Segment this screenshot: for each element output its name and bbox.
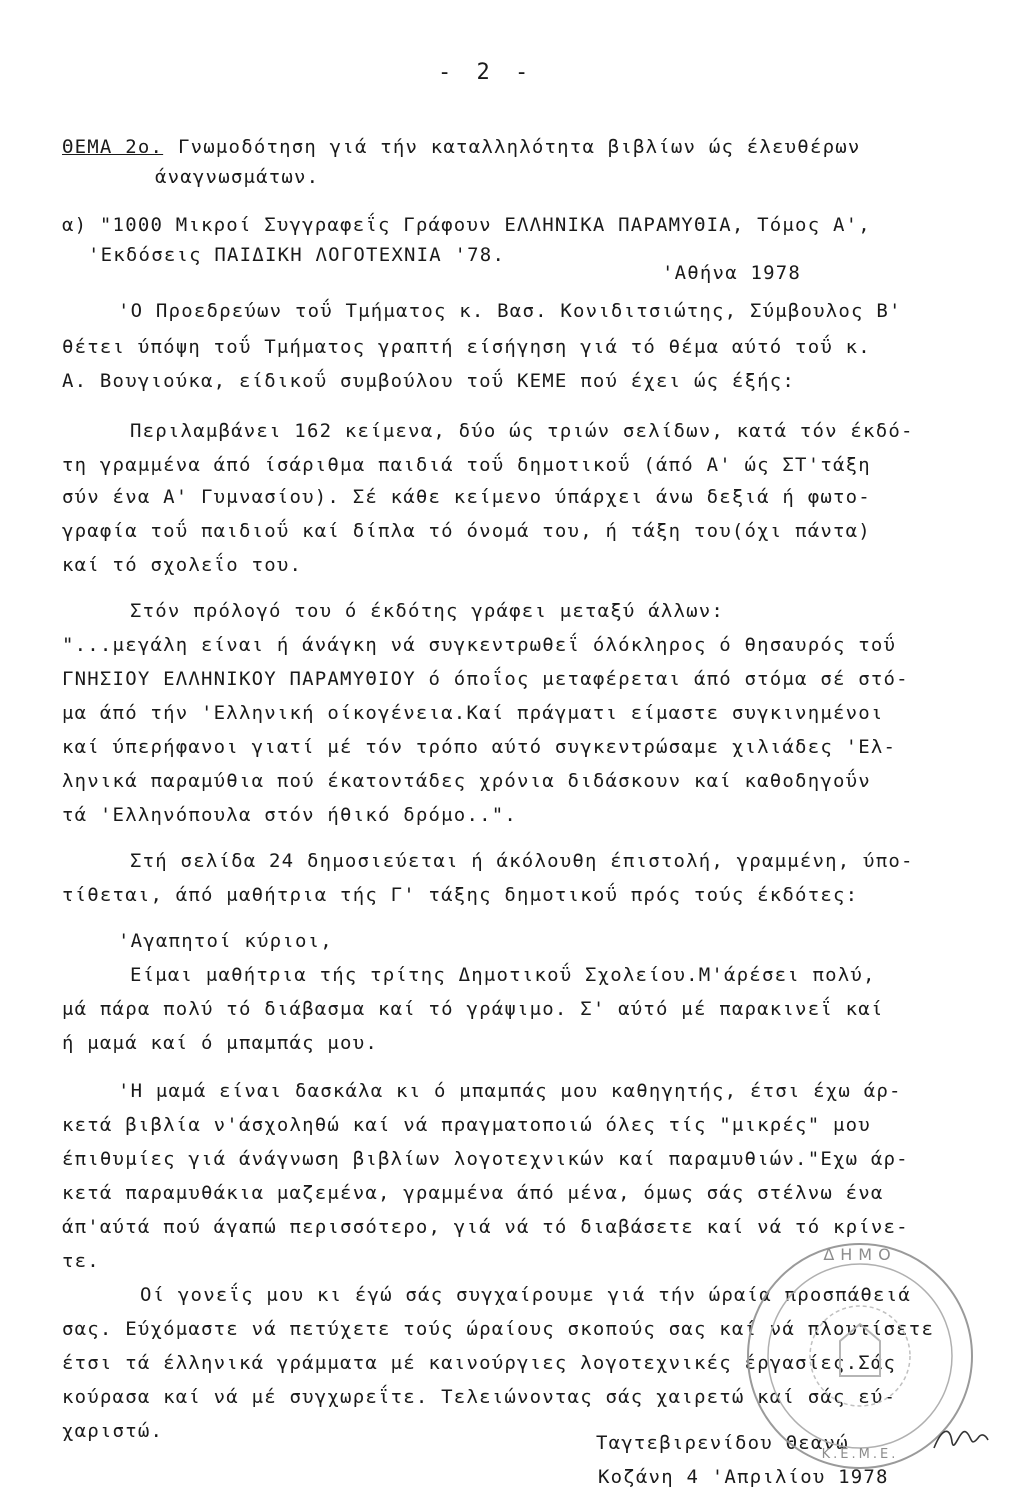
item-a-line-3: 'Αθήνα 1978 bbox=[662, 262, 802, 284]
text-line: κούρασα καί νά μέ συγχωρεΐτε. Τελειώνοντας σάς χαιρετώ καί σάς εύ- bbox=[62, 1386, 897, 1408]
text-line: χαριστώ. bbox=[62, 1420, 164, 1442]
text-line: Είμαι μαθήτρια τής τρίτης Δημοτικοΰ Σχολείου.Μ'άρέσει πολύ, bbox=[130, 964, 876, 986]
signature-name: Ταγτεβιρενίδου Θεανώ bbox=[596, 1432, 849, 1454]
text-line: "...μεγάλη είναι ή άνάγκη νά συγκεντρωθεΐ όλόκληρος ό θησαυρός τοΰ bbox=[62, 634, 897, 656]
text-line: τά 'Ελληνόπουλα στόν ήθικό δρόμο..". bbox=[62, 804, 518, 826]
text-line: τη γραμμένα άπό ίσάριθμα παιδιά τοΰ δημοτικοΰ (άπό Α' ώς ΣΤ'τάξη bbox=[62, 454, 871, 476]
text-line: 'Ο Προεδρεύων τοΰ Τμήματος κ. Βασ. Κονιδιτσιώτης, Σύμβουλος Β' bbox=[118, 300, 902, 322]
heading-line-1: Γνωμοδότηση γιά τήν καταλληλότητα βιβλίων ώς έλευθέρων bbox=[178, 136, 861, 158]
heading-label: ΘΕΜΑ 2ο. bbox=[62, 136, 164, 158]
handwritten-signature-icon bbox=[930, 1418, 990, 1458]
text-line: καί ύπερήφανοι γιατί μέ τόν τρόπο αύτό συγκεντρώσαμε χιλιάδες 'Ελ- bbox=[62, 736, 897, 758]
text-line: ή μαμά καί ό μπαμπάς μου. bbox=[62, 1032, 378, 1054]
text-line: έπιθυμίες γιά άνάγνωση βιβλίων λογοτεχνικών καί παραμυθιών."Εχω άρ- bbox=[62, 1148, 909, 1170]
text-line: σύν ένα Α' Γυμνασίου). Σέ κάθε κείμενο ύπάρχει άνω δεξιά ή φωτο- bbox=[62, 486, 871, 508]
stamp-text-top: ΔΗΜΟ bbox=[823, 1245, 897, 1264]
page-number: - 2 - bbox=[438, 60, 535, 85]
text-line: καί τό σχολεΐο του. bbox=[62, 554, 303, 576]
text-line: κετά βιβλία ν'άσχοληθώ καί νά πραγματοποιώ όλες τίς "μικρές" μου bbox=[62, 1114, 871, 1136]
text-line: γραφία τοΰ παιδιοΰ καί δίπλα τό όνομά του, ή τάξη του(όχι πάντα) bbox=[62, 520, 871, 542]
text-line: μά πάρα πολύ τό διάβασμα καί τό γράψιμο. Σ' αύτό μέ παρακινεΐ καί bbox=[62, 998, 884, 1020]
stamp-text-bottom: Κ.Ε.Μ.Ε. bbox=[821, 1447, 899, 1462]
item-a-line-2: 'Εκδόσεις ΠΑΙΔΙΚΗ ΛΟΓΟΤΕΧΝΙΑ '78. bbox=[88, 244, 506, 266]
signature-place-date: Κοζάνη 4 'Απριλίου 1978 bbox=[598, 1466, 889, 1488]
heading-line-2: άναγνωσμάτων. bbox=[155, 166, 320, 188]
text-line: Περιλαμβάνει 162 κείμενα, δύο ώς τριών σελίδων, κατά τόν έκδό- bbox=[130, 420, 914, 442]
text-line: θέτει ύπόψη τοΰ Τμήματος γραπτή είσήγηση γιά τό θέμα αύτό τοΰ κ. bbox=[62, 336, 871, 358]
text-line: σας. Εύχόμαστε νά πετύχετε τούς ώραίους σκοπούς σας καί νά πλουτίσετε bbox=[62, 1318, 935, 1340]
text-line: τε. bbox=[62, 1250, 100, 1272]
text-line: 'Η μαμά είναι δασκάλα κι ό μπαμπάς μου καθηγητής, έτσι έχω άρ- bbox=[118, 1080, 902, 1102]
text-line: ΓΝΗΣΙΟΥ ΕΛΛΗΝΙΚΟΥ ΠΑΡΑΜΥΘΙΟΥ ό όποΐος μεταφέρεται άπό στόμα σέ στό- bbox=[62, 668, 909, 690]
text-line: έτσι τά έλληνικά γράμματα μέ καινούργιες λογοτεχνικές έργασίες.Σάς bbox=[62, 1352, 897, 1374]
text-line: τίθεται, άπό μαθήτρια τής Γ' τάξης δημοτικοΰ πρός τούς έκδότες: bbox=[62, 884, 859, 906]
item-a-line-1: α) "1000 Μικροί Συγγραφεΐς Γράφουν ΕΛΛΗΝΙΚΑ ΠΑΡΑΜΥΘΙΑ, Τόμος Α', bbox=[62, 214, 871, 236]
text-line: Στόν πρόλογό του ό έκδότης γράφει μεταξύ άλλων: bbox=[130, 600, 725, 622]
text-line: μα άπό τήν 'Ελληνική οίκογένεια.Καί πράγματι είμαστε συγκινημένοι bbox=[62, 702, 884, 724]
text-line: άπ'αύτά πού άγαπώ περισσότερο, γιά νά τό διαβάσετε καί νά τό κρίνε- bbox=[62, 1216, 909, 1238]
text-line: Στή σελίδα 24 δημοσιεύεται ή άκόλουθη έπιστολή, γραμμένη, ύπο- bbox=[130, 850, 914, 872]
text-line: Α. Βουγιούκα, είδικοΰ συμβούλου τοΰ ΚΕΜΕ πού έχει ώς έξής: bbox=[62, 370, 796, 392]
letter-greeting: 'Αγαπητοί κύριοι, bbox=[118, 930, 333, 952]
text-line: Οί γονεΐς μου κι έγώ σάς συγχαίρουμε γιά τήν ώραία προσπάθειά bbox=[140, 1284, 911, 1306]
text-line: κετά παραμυθάκια μαζεμένα, γραμμένα άπό μένα, όμως σάς στέλνω ένα bbox=[62, 1182, 884, 1204]
text-line: ληνικά παραμύθια πού έκατοντάδες χρόνια διδάσκουν καί καθοδηγοΰν bbox=[62, 770, 871, 792]
